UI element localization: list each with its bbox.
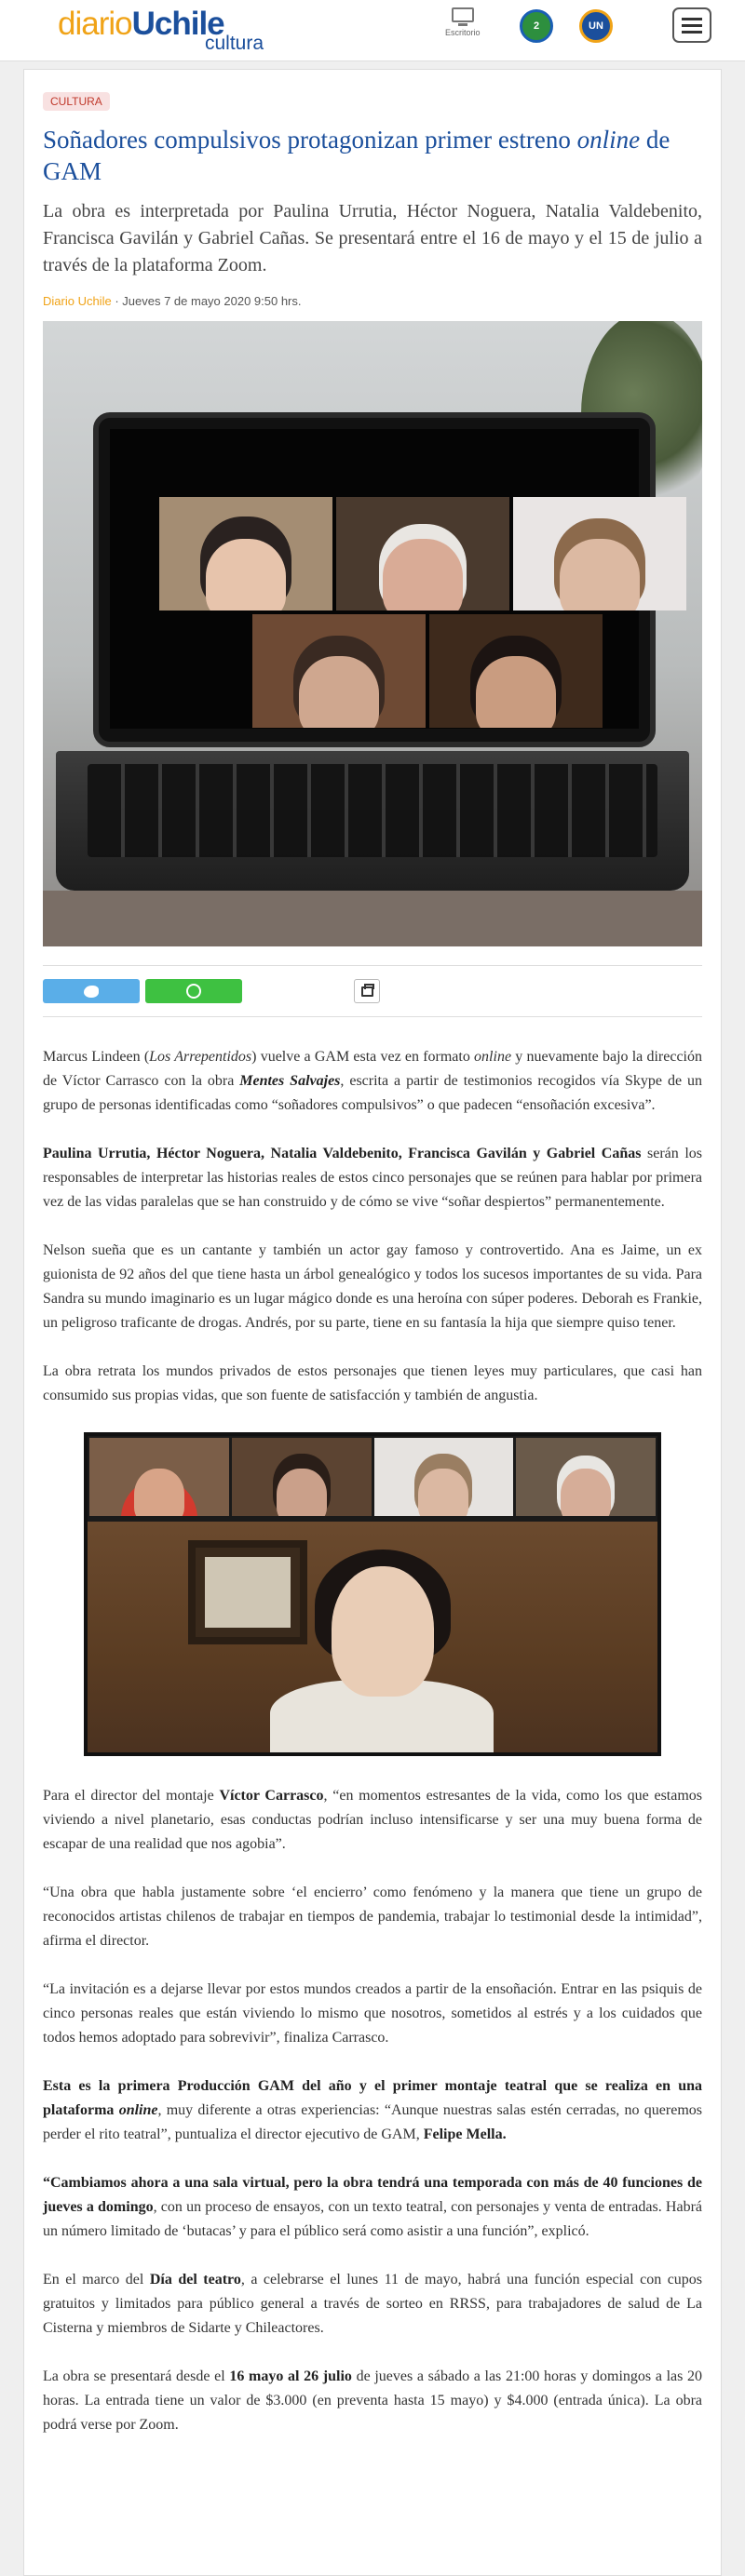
paragraph: Para el director del montaje Víctor Carrasco, “en momentos estresantes de la vida, como los que estamos viviendo a nivel planetario, esas conductas podrían incluso intensificarse y ser una muy buena forma de escapar de una realidad que nos agobia”. xyxy=(43,1788,703,1852)
logo-section: cultura xyxy=(205,33,264,54)
desktop-label: Escritorio xyxy=(445,28,481,37)
video-tile xyxy=(252,614,426,728)
paragraph: Paulina Urrutia, Héctor Noguera, Natalia Valdebenito, Francisca Gavilán y Gabriel Cañas serán los responsables de interpretar las historias reales de estos cinco personajes que se reúnen para hablar por primera vez de las vidas paralelas que se han construido y de cómo se vive “soñar despiertos” permanentemente. xyxy=(43,1146,702,1210)
radio-2-icon[interactable]: 2 xyxy=(520,9,553,43)
site-header xyxy=(0,0,745,61)
laptop-keyboard xyxy=(56,751,689,891)
video-tile xyxy=(336,497,509,610)
laptop-screen xyxy=(93,412,656,747)
paragraph: “Cambiamos ahora a una sala virtual, pero la obra tendrá una temporada con más de 40 funciones de jueves a domingo, con un proceso de ensayos, con un texto teatral, con personajes y venta de entradas. Habrá un número limitado de ‘butacas’ y para el público será como asistir a una función”, explicó. xyxy=(43,2175,703,2239)
article-main-image xyxy=(43,321,702,946)
article-card xyxy=(23,69,722,2576)
article-body xyxy=(24,1017,721,2437)
article-lead: La obra es interpretada por Paulina Urrutia, Héctor Noguera, Natalia Valdebenito, Francisca Gavilán y Gabriel Cañas. Se presentará entre el 16 de mayo y el 15 de julio a través de la plataforma Zoom. xyxy=(43,201,702,275)
byline xyxy=(43,294,702,308)
paragraph: La obra retrata los mundos privados de estos personajes que tienen leyes muy particulares, que casi han consumido sus propias vidas, que son fuente de satisfacción y también de angustia. xyxy=(43,1363,702,1403)
video-tile xyxy=(159,497,332,610)
site-logo[interactable] xyxy=(58,7,264,53)
video-tile xyxy=(89,1438,229,1516)
category-tag[interactable]: CULTURA xyxy=(43,92,110,111)
monitor-icon xyxy=(452,7,474,22)
share-twitter-button[interactable] xyxy=(43,979,140,1003)
desktop-version-link[interactable] xyxy=(445,7,481,37)
video-tile xyxy=(429,614,603,728)
paragraph: Esta es la primera Producción GAM del año y el primer montaje teatral que se realiza en una plataforma online, muy diferente a otras experiencias: “Aunque nuestras salas estén cerradas, no queremos perder el rito teatral”, puntualiza el director ejecutivo de GAM, Felipe Mella. xyxy=(43,2078,702,2142)
video-tile xyxy=(232,1438,372,1516)
share-whatsapp-button[interactable] xyxy=(145,979,242,1003)
article-zoom-image xyxy=(84,1432,661,1756)
paragraph: Nelson sueña que es un cantante y también un actor gay famoso y controvertido. Ana es Jaime, un ex guionista de 92 años del que tiene hasta un árbol genealógico y todos los sucesos importantes de su vida. Para Sandra su mundo imaginario es un lugar mágico donde es una heroína con súper poderes. Deborah es Frankie, un peligroso traficante de drogas. Andrés, por su parte, tiene en su fantasía la hija que siempre quiso tener. xyxy=(43,1242,702,1331)
print-button[interactable] xyxy=(354,979,380,1003)
logo-uchile: Uchile xyxy=(131,6,224,42)
paragraph: Marcus Lindeen (Los Arrepentidos) vuelve a GAM esta vez en formato online y nuevamente bajo la dirección de Víctor Carrasco con la obra Mentes Salvajes, escrita a partir de testimonios recogidos vía Skype de un grupo de personas identificadas como “soñadores compulsivos” o que padecen “ensoñación excesiva”. xyxy=(43,1049,703,1113)
video-tile xyxy=(516,1438,656,1516)
hamburger-menu-button[interactable] xyxy=(672,7,711,43)
whatsapp-icon xyxy=(186,984,201,999)
share-bar xyxy=(43,979,702,1003)
paragraph: “La invitación es a dejarse llevar por estos mundos creados a partir de la ensoñación. Entrar en las psiquis de cinco personas reales que están viviendo lo mismo que nosotros, sometidos al estrés y a los cuidados que todos hemos adoptado para sobrevivir”, finaliza Carrasco. xyxy=(43,1981,702,2046)
paragraph: La obra se presentará desde el 16 mayo al 26 julio de jueves a sábado a las 21:00 horas y domingos a las 20 horas. La entrada tiene un valor de $3.000 (en preventa hasta 15 mayo) y $4.000 (entrada única). La obra podrá verse por Zoom. xyxy=(43,2368,703,2433)
paragraph: En el marco del Día del teatro, a celebrarse el lunes 11 de mayo, habrá una función especial con cupos gratuitos y limitados para público general a través de sorteo en RRSS, para trabajadores de salud de La Cisterna y miembros de Sidarte y Chileactores. xyxy=(43,2272,703,2336)
printer-icon xyxy=(361,986,373,997)
article-title: Soñadores compulsivos protagonizan primer estreno online de GAM xyxy=(43,126,670,185)
twitter-icon xyxy=(84,986,99,998)
main-video-tile xyxy=(88,1522,657,1752)
video-tile xyxy=(374,1438,514,1516)
byline-source[interactable]: Diario Uchile xyxy=(43,294,112,308)
video-tile xyxy=(513,497,686,610)
logo-diario: diario xyxy=(58,6,132,42)
radio-uchile-icon[interactable]: UN xyxy=(579,9,613,43)
byline-date: · Jueves 7 de mayo 2020 9:50 hrs. xyxy=(115,294,302,308)
paragraph: “Una obra que habla justamente sobre ‘el encierro’ como fenómeno y la manera que tiene un grupo de reconocidos artistas chilenos de trabajar en tiempos de pandemia, trabajar lo testimonial desde la intimidad”, afirma el director. xyxy=(43,1885,702,1949)
